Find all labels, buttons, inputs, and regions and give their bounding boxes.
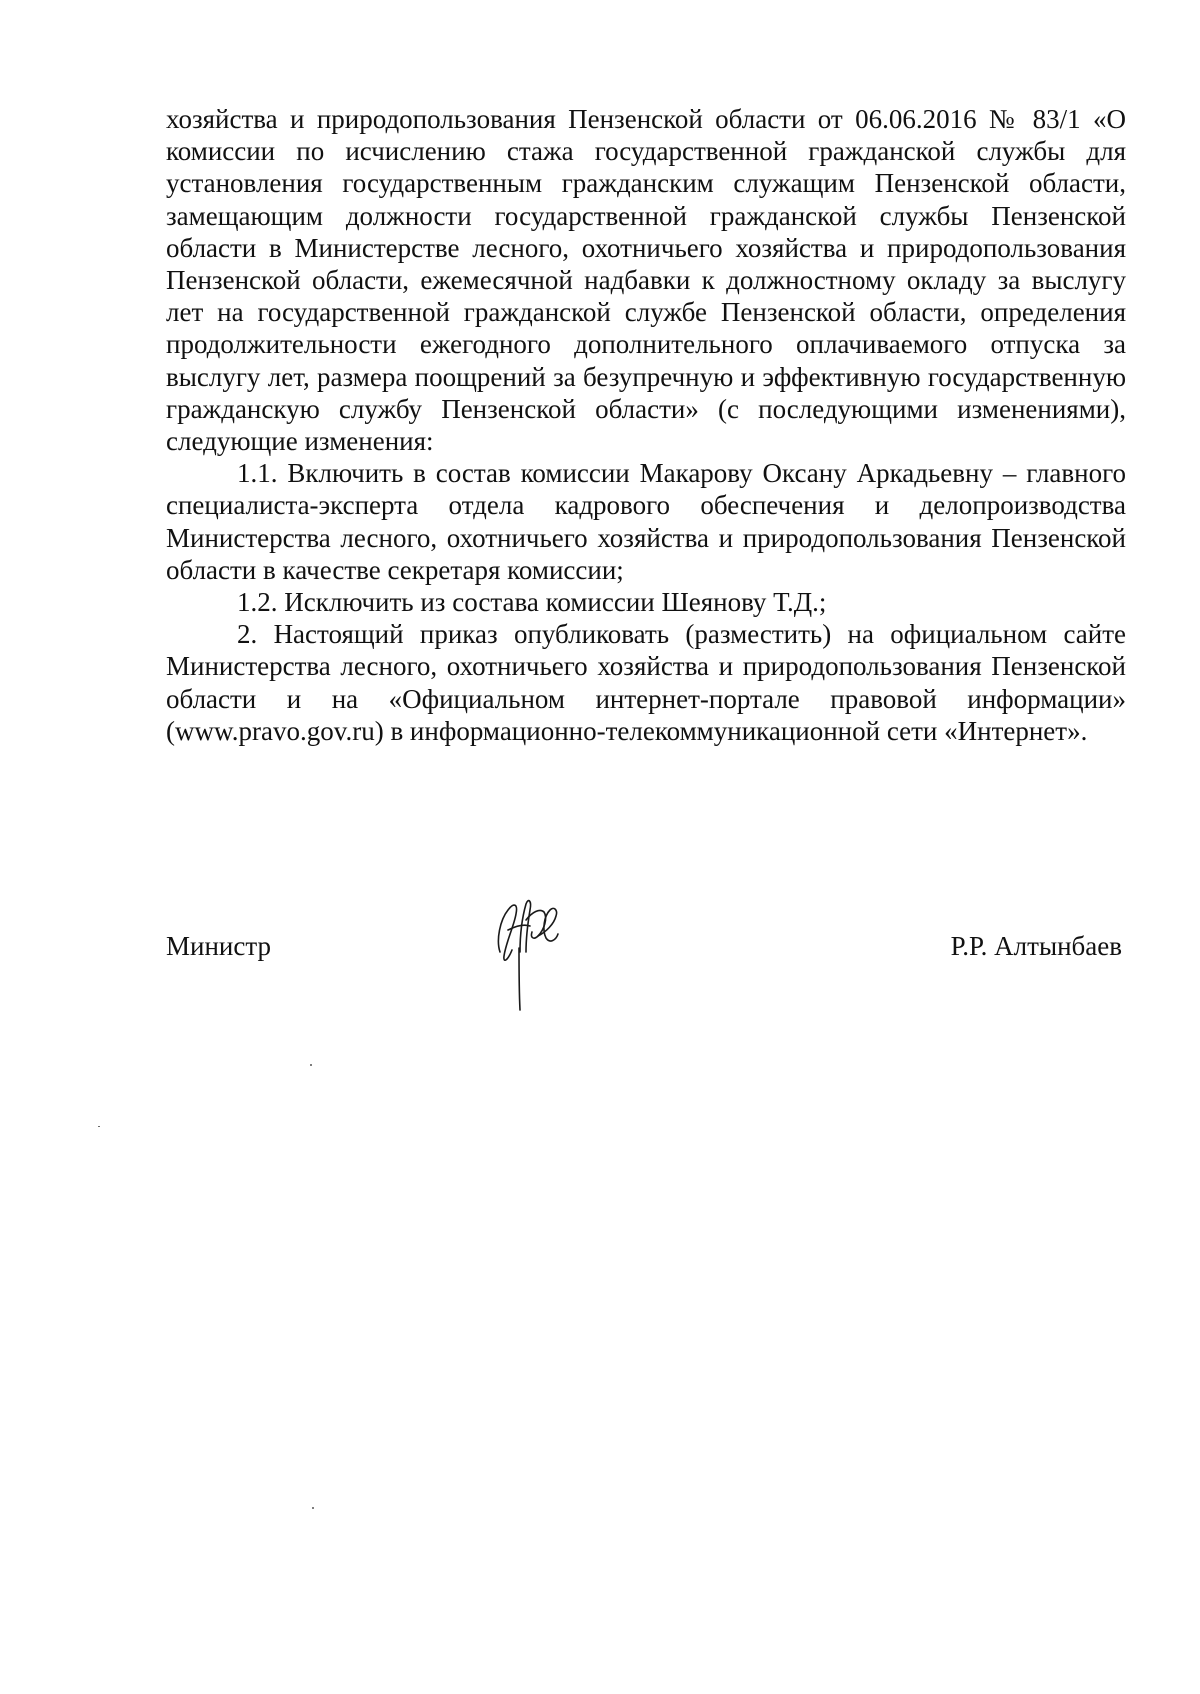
paragraph-item-1-1: 1.1. Включить в состав комиссии Макарову Оксану Аркадьевну – главного специалиста-эксперта отдела кадрового обеспечения и делопроизводства Министерства лесного, охотничьего хозяйства и природопользования Пензенской области в качестве секретаря комиссии; [166,458,1126,585]
scan-speck [98,1126,100,1127]
scan-speck [312,1507,314,1509]
handwritten-signature [486,890,566,1012]
paragraph-continuation: хозяйства и природопользования Пензенской области от 06.06.2016 № 83/1 «О комиссии по исчислению стажа государственной гражданской службы для установления государственным гражданским служащим Пензенской области, замещающим должности государственной гражданской службы Пензенской области в Министерстве лесного, охотничьего хозяйства и природопользования Пензенской области, ежемесячной надбавки к должностному окладу за выслугу лет на государственной гражданской службе Пензенской области, определения продолжительности ежегодного дополнительного оплачиваемого отпуска за выслугу лет, размера поощрений за безупречную и эффективную государственную гражданскую службу Пензенской области» (с последующими изменениями), следующие изменения: [166,104,1126,457]
document-body [166,103,1126,747]
paragraph-item-1-2: 1.2. Исключить из состава комиссии Шеянову Т.Д.; [237,587,827,618]
signatory-name: Р.Р. Алтынбаев [950,931,1122,961]
paragraph-item-2: 2. Настоящий приказ опубликовать (разместить) на официальном сайте Министерства лесного, охотничьего хозяйства и природопользования Пензенской области и на «Официальном интернет-портале правовой информации» (www.pravo.gov.ru) в информационно-телекоммуникационной сети «Интернет». [166,619,1126,746]
signatory-title: Министр [166,931,271,961]
scan-speck [310,1064,312,1066]
